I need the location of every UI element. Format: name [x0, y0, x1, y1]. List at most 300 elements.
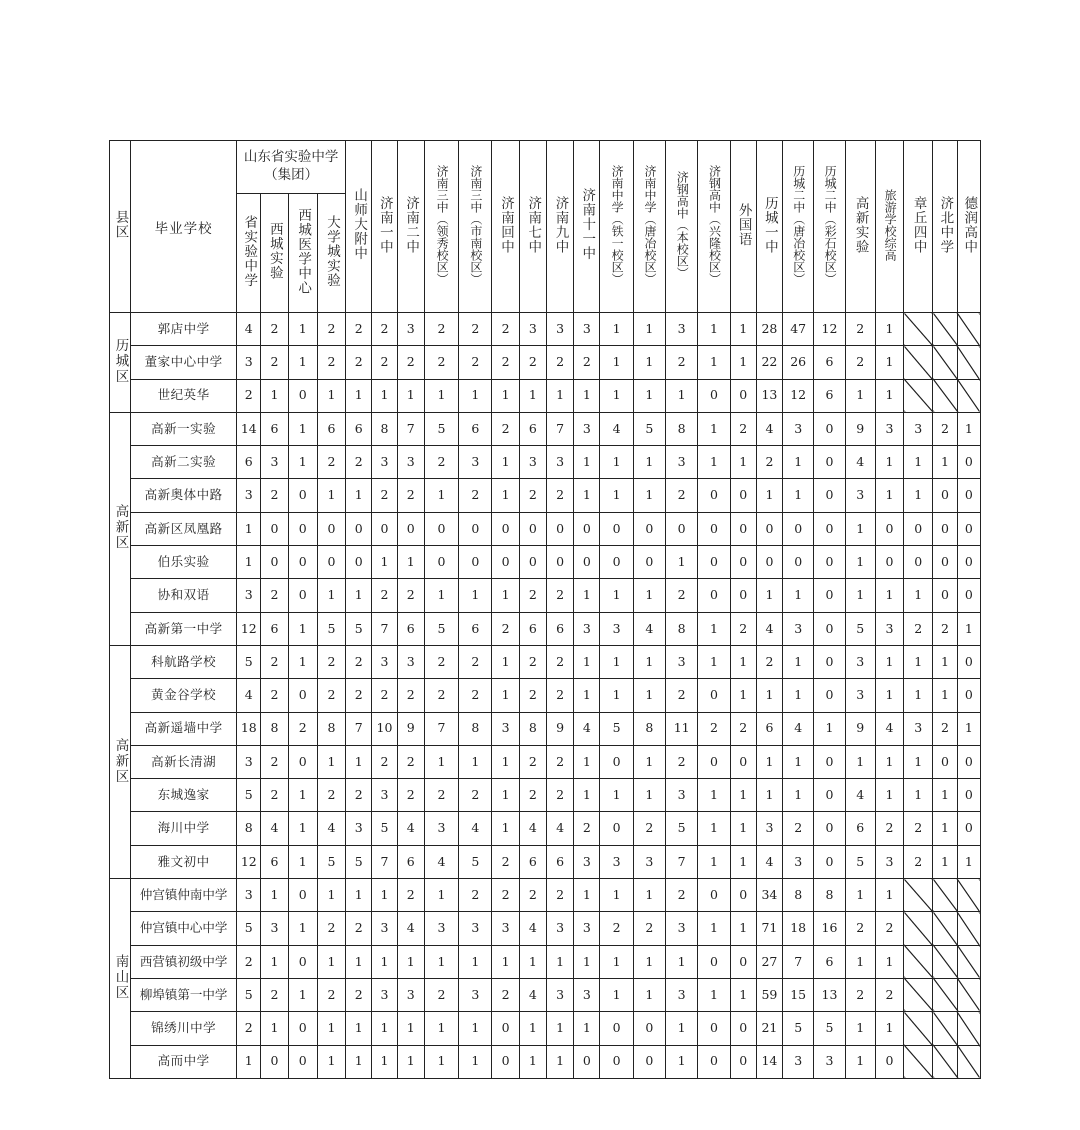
table-row	[110, 978, 981, 1011]
header-label: 历城区	[112, 337, 129, 385]
quota-value: 9	[397, 712, 424, 745]
quota-value: 1	[492, 812, 519, 845]
quota-value: 9	[845, 412, 875, 445]
quota-value: 1	[666, 546, 698, 579]
quota-value: 1	[600, 679, 633, 712]
quota-value: 2	[666, 346, 698, 379]
quota-value: 1	[875, 313, 903, 346]
header-label: 高新实验	[852, 195, 869, 254]
table-row	[110, 945, 981, 978]
quota-value: 1	[459, 579, 492, 612]
quota-value: 6	[261, 845, 288, 878]
quota-value: 3	[904, 412, 933, 445]
quota-value: 1	[783, 745, 814, 778]
header-label: 大学城实验	[323, 214, 340, 288]
quota-value: 0	[814, 845, 845, 878]
quota-value: 5	[845, 845, 875, 878]
quota-value: 1	[424, 1012, 458, 1045]
quota-value: 1	[424, 1045, 458, 1078]
quota-value: 2	[904, 812, 933, 845]
quota-value: 2	[933, 612, 957, 645]
quota-value: 2	[666, 679, 698, 712]
quota-value: 2	[317, 313, 345, 346]
school-name: 高新一实验	[131, 412, 237, 445]
header-label: 济南二中	[403, 195, 420, 254]
quota-value: 0	[730, 945, 756, 978]
quota-value: 2	[237, 1012, 261, 1045]
quota-value: 1	[904, 446, 933, 479]
column-header	[845, 141, 875, 313]
quota-value: 3	[424, 912, 458, 945]
quota-value: 4	[519, 978, 546, 1011]
quota-value: 2	[459, 313, 492, 346]
quota-value: 4	[845, 446, 875, 479]
quota-value: 2	[492, 978, 519, 1011]
quota-value: 3	[666, 912, 698, 945]
table-row	[110, 379, 981, 412]
quota-value: 2	[666, 745, 698, 778]
quota-value: 1	[237, 546, 261, 579]
quota-value: 2	[459, 645, 492, 678]
quota-value: 2	[904, 845, 933, 878]
quota-value: 3	[600, 612, 633, 645]
quota-value: 1	[845, 546, 875, 579]
not-applicable-cell	[904, 346, 933, 379]
quota-value: 2	[600, 912, 633, 945]
quota-value: 8	[237, 812, 261, 845]
quota-value: 1	[288, 645, 317, 678]
quota-value: 2	[261, 779, 288, 812]
quota-value: 2	[875, 912, 903, 945]
quota-value: 8	[666, 612, 698, 645]
quota-value: 1	[574, 745, 600, 778]
quota-value: 0	[698, 1045, 730, 1078]
quota-value: 1	[730, 812, 756, 845]
not-applicable-cell	[933, 1045, 957, 1078]
quota-value: 3	[574, 912, 600, 945]
table-row	[110, 313, 981, 346]
quota-value: 5	[346, 845, 372, 878]
quota-value: 0	[957, 446, 980, 479]
quota-value: 2	[783, 812, 814, 845]
quota-value: 1	[845, 579, 875, 612]
quota-value: 1	[845, 745, 875, 778]
quota-value: 2	[346, 645, 372, 678]
quota-value: 3	[372, 779, 397, 812]
quota-value: 1	[546, 945, 573, 978]
quota-value: 0	[730, 579, 756, 612]
quota-value: 0	[814, 512, 845, 545]
quota-value: 1	[492, 945, 519, 978]
quota-value: 0	[346, 546, 372, 579]
quota-value: 2	[546, 879, 573, 912]
quota-value: 1	[633, 479, 665, 512]
quota-value: 3	[459, 912, 492, 945]
header-label: 济南三中（领秀校区）	[435, 164, 450, 285]
quota-value: 2	[372, 745, 397, 778]
quota-value: 16	[814, 912, 845, 945]
quota-value: 1	[600, 579, 633, 612]
column-header	[933, 141, 957, 313]
school-name: 海川中学	[131, 812, 237, 845]
quota-value: 2	[459, 779, 492, 812]
quota-value: 4	[600, 412, 633, 445]
quota-value: 28	[756, 313, 782, 346]
quota-value: 0	[288, 479, 317, 512]
not-applicable-cell	[957, 1012, 980, 1045]
quota-value: 2	[546, 479, 573, 512]
quota-value: 2	[546, 645, 573, 678]
quota-value: 3	[875, 612, 903, 645]
quota-value: 1	[459, 1012, 492, 1045]
table-row	[110, 346, 981, 379]
column-header	[424, 141, 458, 313]
quota-value: 1	[346, 579, 372, 612]
quota-value: 1	[459, 745, 492, 778]
not-applicable-cell	[933, 912, 957, 945]
quota-value: 3	[346, 812, 372, 845]
quota-value: 1	[574, 779, 600, 812]
quota-value: 4	[756, 612, 782, 645]
column-header	[288, 194, 317, 313]
not-applicable-cell	[957, 912, 980, 945]
school-name: 高新遥墙中学	[131, 712, 237, 745]
quota-value: 2	[372, 579, 397, 612]
table-body	[110, 313, 981, 1079]
table-row	[110, 579, 981, 612]
quota-value: 6	[317, 412, 345, 445]
quota-value: 1	[904, 679, 933, 712]
quota-value: 2	[261, 579, 288, 612]
quota-value: 7	[783, 945, 814, 978]
quota-value: 2	[546, 779, 573, 812]
quota-value: 1	[317, 879, 345, 912]
quota-value: 3	[546, 912, 573, 945]
quota-value: 1	[397, 379, 424, 412]
quota-value: 2	[397, 679, 424, 712]
column-header	[730, 141, 756, 313]
quota-value: 0	[600, 812, 633, 845]
school-name: 柳埠镇第一中学	[131, 978, 237, 1011]
column-header	[346, 141, 372, 313]
quota-value: 0	[814, 579, 845, 612]
quota-value: 1	[845, 945, 875, 978]
school-name: 黄金谷学校	[131, 679, 237, 712]
quota-value: 1	[519, 1045, 546, 1078]
quota-value: 0	[261, 1045, 288, 1078]
table-row	[110, 712, 981, 745]
header-label: 县区	[112, 210, 129, 239]
quota-value: 0	[730, 745, 756, 778]
quota-value: 0	[600, 745, 633, 778]
school-name: 高而中学	[131, 1045, 237, 1078]
quota-value: 1	[904, 745, 933, 778]
quota-value: 1	[424, 745, 458, 778]
table-row	[110, 845, 981, 878]
school-header: 毕业学校	[131, 141, 237, 313]
quota-value: 0	[957, 745, 980, 778]
quota-value: 5	[459, 845, 492, 878]
quota-value: 3	[397, 446, 424, 479]
quota-value: 71	[756, 912, 782, 945]
quota-value: 2	[574, 346, 600, 379]
quota-value: 3	[875, 412, 903, 445]
quota-value: 0	[698, 546, 730, 579]
not-applicable-cell	[957, 945, 980, 978]
quota-value: 1	[698, 313, 730, 346]
quota-value: 3	[574, 978, 600, 1011]
quota-value: 0	[519, 546, 546, 579]
quota-value: 18	[237, 712, 261, 745]
header-label: 历城二中（彩石校区）	[823, 164, 838, 285]
quota-value: 4	[845, 779, 875, 812]
quota-value: 7	[397, 412, 424, 445]
quota-value: 3	[424, 812, 458, 845]
quota-value: 1	[633, 313, 665, 346]
school-name: 锦绣川中学	[131, 1012, 237, 1045]
school-name: 世纪英华	[131, 379, 237, 412]
quota-value: 1	[933, 679, 957, 712]
quota-value: 0	[288, 745, 317, 778]
quota-value: 0	[814, 546, 845, 579]
quota-value: 0	[933, 579, 957, 612]
header-label: 西城医学中心	[295, 207, 312, 295]
quota-value: 1	[783, 579, 814, 612]
quota-value: 3	[261, 912, 288, 945]
quota-value: 1	[424, 579, 458, 612]
quota-value: 1	[317, 1045, 345, 1078]
quota-value: 2	[519, 479, 546, 512]
quota-value: 1	[288, 412, 317, 445]
quota-value: 0	[600, 1045, 633, 1078]
column-header	[814, 141, 845, 313]
quota-value: 3	[666, 779, 698, 812]
quota-value: 12	[814, 313, 845, 346]
quota-value: 6	[814, 379, 845, 412]
quota-value: 2	[317, 346, 345, 379]
not-applicable-cell	[957, 879, 980, 912]
not-applicable-cell	[933, 346, 957, 379]
quota-value: 1	[633, 346, 665, 379]
quota-value: 7	[424, 712, 458, 745]
header-row	[110, 141, 981, 194]
quota-value: 0	[957, 779, 980, 812]
quota-value: 2	[519, 645, 546, 678]
quota-value: 6	[346, 412, 372, 445]
quota-value: 0	[574, 1045, 600, 1078]
quota-value: 0	[875, 1045, 903, 1078]
quota-value: 0	[492, 512, 519, 545]
quota-value: 1	[459, 945, 492, 978]
quota-value: 14	[756, 1045, 782, 1078]
quota-value: 14	[237, 412, 261, 445]
header-label: 济南九中	[552, 195, 569, 254]
quota-value: 1	[317, 479, 345, 512]
quota-value: 3	[237, 579, 261, 612]
quota-value: 1	[288, 779, 317, 812]
quota-value: 1	[845, 1045, 875, 1078]
column-header	[492, 141, 519, 313]
quota-value: 0	[814, 412, 845, 445]
quota-value: 0	[288, 512, 317, 545]
quota-value: 5	[346, 612, 372, 645]
not-applicable-cell	[904, 1012, 933, 1045]
quota-value: 1	[346, 1045, 372, 1078]
quota-value: 0	[730, 546, 756, 579]
quota-value: 0	[459, 546, 492, 579]
quota-value: 1	[875, 446, 903, 479]
quota-value: 0	[814, 812, 845, 845]
quota-value: 3	[372, 912, 397, 945]
quota-value: 2	[317, 779, 345, 812]
quota-value: 0	[957, 479, 980, 512]
not-applicable-cell	[933, 945, 957, 978]
column-header	[459, 141, 492, 313]
not-applicable-cell	[933, 379, 957, 412]
quota-value: 2	[424, 346, 458, 379]
column-header	[957, 141, 980, 313]
quota-value: 1	[574, 446, 600, 479]
quota-value: 2	[845, 346, 875, 379]
quota-value: 1	[666, 1045, 698, 1078]
quota-value: 1	[957, 712, 980, 745]
quota-value: 3	[372, 645, 397, 678]
quota-value: 2	[261, 745, 288, 778]
quota-value: 1	[574, 479, 600, 512]
quota-value: 1	[875, 679, 903, 712]
quota-value: 59	[756, 978, 782, 1011]
quota-value: 22	[756, 346, 782, 379]
quota-value: 0	[546, 512, 573, 545]
quota-value: 2	[546, 679, 573, 712]
quota-value: 0	[492, 1045, 519, 1078]
quota-value: 2	[519, 679, 546, 712]
quota-value: 0	[288, 879, 317, 912]
quota-value: 1	[845, 879, 875, 912]
quota-value: 2	[346, 912, 372, 945]
quota-value: 47	[783, 313, 814, 346]
school-name: 董家中心中学	[131, 346, 237, 379]
table-row	[110, 479, 981, 512]
quota-value: 2	[519, 579, 546, 612]
quota-value: 1	[633, 745, 665, 778]
quota-value: 0	[698, 1012, 730, 1045]
quota-value: 1	[546, 1045, 573, 1078]
quota-value: 8	[459, 712, 492, 745]
quota-value: 8	[783, 879, 814, 912]
quota-value: 2	[317, 978, 345, 1011]
quota-value: 0	[904, 512, 933, 545]
quota-value: 1	[957, 845, 980, 878]
quota-value: 1	[288, 978, 317, 1011]
quota-value: 3	[261, 446, 288, 479]
quota-value: 1	[730, 645, 756, 678]
header-label: 旅游学校综高	[883, 188, 898, 261]
quota-value: 1	[783, 479, 814, 512]
quota-value: 4	[237, 313, 261, 346]
quota-value: 6	[397, 845, 424, 878]
header-label: 济南一中	[376, 195, 393, 254]
quota-value: 7	[666, 845, 698, 878]
table-row	[110, 812, 981, 845]
not-applicable-cell	[957, 1045, 980, 1078]
quota-value: 5	[600, 712, 633, 745]
quota-value: 4	[546, 812, 573, 845]
column-header	[698, 141, 730, 313]
not-applicable-cell	[904, 1045, 933, 1078]
quota-value: 3	[814, 1045, 845, 1078]
quota-value: 3	[845, 679, 875, 712]
quota-value: 2	[730, 412, 756, 445]
quota-value: 0	[698, 579, 730, 612]
quota-value: 6	[519, 412, 546, 445]
quota-value: 1	[875, 379, 903, 412]
quota-value: 4	[459, 812, 492, 845]
quota-value: 4	[875, 712, 903, 745]
quota-value: 1	[424, 479, 458, 512]
quota-value: 6	[814, 346, 845, 379]
school-name: 高新第一中学	[131, 612, 237, 645]
not-applicable-cell	[904, 313, 933, 346]
quota-value: 3	[237, 745, 261, 778]
quota-value: 0	[933, 745, 957, 778]
quota-value: 3	[372, 446, 397, 479]
quota-value: 1	[372, 379, 397, 412]
school-name: 高新长清湖	[131, 745, 237, 778]
quota-value: 2	[546, 745, 573, 778]
quota-value: 3	[783, 1045, 814, 1078]
quota-value: 1	[814, 712, 845, 745]
quota-value: 2	[756, 645, 782, 678]
quota-value: 2	[904, 612, 933, 645]
quota-value: 2	[261, 479, 288, 512]
quota-value: 3	[574, 845, 600, 878]
quota-value: 2	[372, 679, 397, 712]
quota-value: 0	[730, 1012, 756, 1045]
quota-value: 1	[600, 446, 633, 479]
quota-value: 0	[397, 512, 424, 545]
school-name: 东城逸家	[131, 779, 237, 812]
quota-value: 1	[261, 1012, 288, 1045]
column-header	[317, 194, 345, 313]
quota-value: 1	[288, 912, 317, 945]
quota-value: 1	[346, 745, 372, 778]
not-applicable-cell	[904, 879, 933, 912]
quota-value: 6	[237, 446, 261, 479]
quota-value: 2	[633, 812, 665, 845]
quota-value: 0	[424, 512, 458, 545]
quota-value: 0	[698, 945, 730, 978]
quota-value: 1	[698, 612, 730, 645]
column-header	[875, 141, 903, 313]
header-label: 章丘四中	[910, 195, 927, 254]
quota-value: 1	[492, 745, 519, 778]
quota-value: 5	[424, 412, 458, 445]
quota-value: 1	[633, 978, 665, 1011]
quota-value: 1	[756, 679, 782, 712]
quota-value: 0	[957, 579, 980, 612]
quota-value: 2	[424, 645, 458, 678]
quota-value: 1	[783, 779, 814, 812]
quota-value: 1	[346, 479, 372, 512]
not-applicable-cell	[904, 945, 933, 978]
quota-value: 5	[237, 779, 261, 812]
school-name: 西营镇初级中学	[131, 945, 237, 978]
quota-value: 0	[288, 679, 317, 712]
quota-value: 0	[288, 379, 317, 412]
quota-value: 1	[730, 313, 756, 346]
column-header	[372, 141, 397, 313]
